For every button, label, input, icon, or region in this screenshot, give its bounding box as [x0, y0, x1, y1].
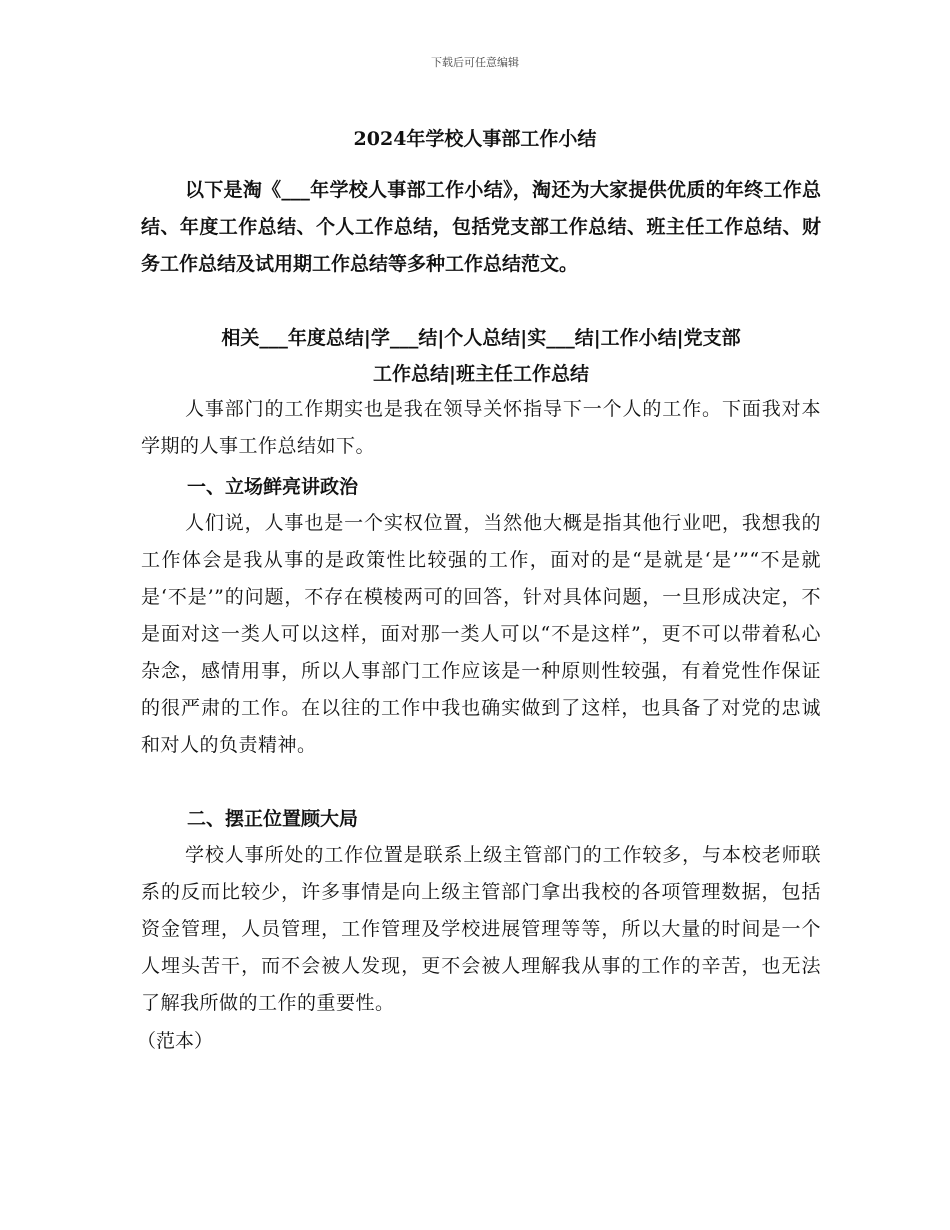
opening-paragraph: 人事部门的工作期实也是我在领导关怀指导下一个人的工作。下面我对本学期的人事工作总结如下。	[141, 398, 821, 457]
intro-paragraph: 以下是淘《___年学校人事部工作小结》，淘还为大家提供优质的年终工作总结、年度工作总结、个人工作总结，包括党支部工作总结、班主任工作总结、财务工作总结及试用期工作总结等多种工作总结范文。	[141, 179, 821, 275]
section-heading-2: 二、摆正位置顾大局	[187, 808, 359, 830]
related-line-2: 工作总结|班主任工作总结	[373, 363, 589, 385]
section-paragraph-2: 学校人事所处的工作位置是联系上级主管部门的工作较多，与本校老师联系的反而比较少，许多事情是向上级主管部门拿出我校的各项管理数据，包括资金管理，人员管理，工作管理及学校进展管理等等，所以大量的时间是一个人埋头苦干，而不会被人发现，更不会被人理解我从事的工作的辛苦，也无法了解我所做的工作的重要性。	[141, 844, 821, 1014]
section-paragraph-1: 人们说，人事也是一个实权位置，当然他大概是指其他行业吧，我想我的工作体会是我从事的是政策性比较强的工作，面对的是“是就是‘是’”“不是就是‘不是’”的问题，不存在模棱两可的回答，针对具体问题，一旦形成决定，不是面对这一类人可以这样，面对那一类人可以“不是这样”，更不可以带着私心杂念，感情用事，所以人事部门工作应该是一种原则性较强，有着党性作保证的很严肃的工作。在以往的工作中我也确实做到了这样，也具备了对党的忠诚和对人的负责精神。	[141, 512, 821, 756]
section-heading-1: 一、立场鲜亮讲政治	[187, 476, 359, 498]
closing-note: （范本）	[137, 1030, 214, 1052]
document-title: 2024年学校人事部工作小结	[353, 128, 597, 150]
related-line-1: 相关___年度总结|学___结|个人总结|实___结|工作小结|党支部	[221, 327, 741, 349]
page-header-note: 下载后可任意编辑	[431, 56, 519, 69]
related-links	[141, 320, 821, 392]
